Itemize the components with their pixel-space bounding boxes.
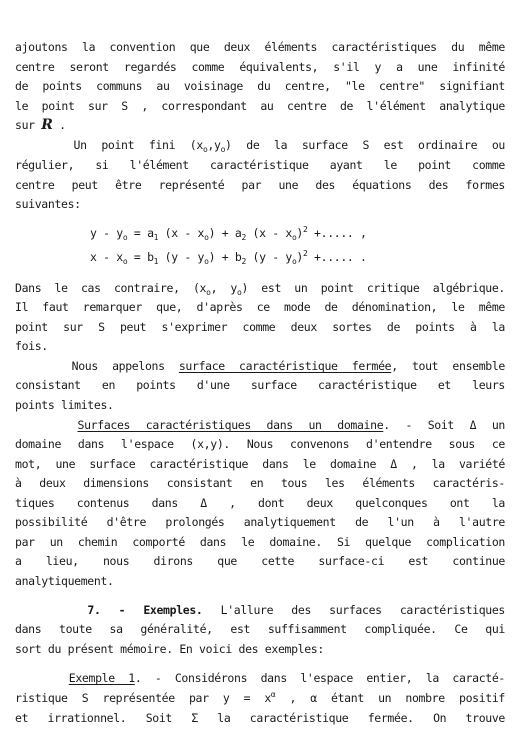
section-heading: 7. - Exemples. (15, 603, 203, 617)
eq-part: ) + a (208, 226, 242, 240)
subscript: o (291, 233, 297, 242)
text-line: centre peut être représenté par une des équations des formes (15, 178, 505, 192)
text-fragment: . (52, 118, 66, 132)
underlined-example-label: Exemple 1 (68, 671, 135, 685)
subscript: 2 (241, 233, 246, 242)
eq-part: +..... . (307, 250, 367, 264)
text-line: régulier, si l'élément caractéristique ayant le point comme (15, 158, 505, 172)
equation-line (90, 226, 367, 240)
text-fragment: ) de la surface S est ordinaire ou (225, 138, 505, 152)
subscript: 1 (153, 257, 159, 266)
subscript: o (204, 233, 209, 242)
script-r-symbol: R (41, 117, 53, 133)
eq-part: ) + b (208, 250, 242, 264)
subscript: o (204, 257, 209, 266)
underlined-heading: Surfaces caractéristiques dans un domaine (77, 418, 384, 432)
text-line: suivantes: (15, 197, 81, 211)
text-line (15, 418, 505, 432)
eq-part: (x - x (245, 226, 292, 240)
text-line: points limites. (15, 398, 114, 412)
subscript: o (220, 145, 226, 154)
text-fragment: L'allure des surfaces caractéristiques (202, 603, 506, 617)
section-heading-line (15, 603, 505, 617)
text-line: de points communs au voisinage du centre, "le centre" signifiant (15, 79, 505, 93)
text-line: domaine dans l'espace (x,y). Nous convenons d'entendre sous ce (15, 437, 505, 451)
eq-part: x - x (90, 250, 123, 264)
subscript: o (237, 288, 242, 297)
text-line: mot, une surface caractéristique dans le domaine Δ , la variété (15, 457, 505, 471)
eq-part: = b (127, 250, 154, 264)
subscript: 2 (241, 257, 246, 266)
text-line: à deux dimensions consistant en tous les éléments caractéris- (15, 476, 505, 490)
text-fragment: Nous appelons (15, 359, 179, 373)
text-fragment: ,y (207, 138, 221, 152)
superscript: α (270, 690, 276, 699)
eq-part: ) (296, 226, 303, 240)
subscript: o (122, 257, 128, 266)
text-fragment (15, 671, 69, 685)
text-line: tiques contenus dans Δ , dont deux quelconques ont la (15, 496, 505, 510)
text-line (15, 691, 505, 705)
text-line: analytiquement. (15, 574, 114, 588)
text-line: ajoutons la convention que deux éléments caractéristiques du même (15, 40, 505, 54)
text-line (15, 359, 505, 373)
text-line: fois. (15, 339, 48, 353)
text-fragment: ) est un point critique algébrique. (241, 281, 505, 295)
text-fragment: , y (210, 281, 237, 295)
equation-line (90, 250, 367, 264)
superscript: 2 (303, 225, 308, 234)
text-line (15, 281, 505, 295)
text-line (15, 138, 505, 152)
subscript: o (206, 288, 211, 297)
text-line: consistant en points d'une surface caractéristique et leurs (15, 378, 505, 392)
text-line: et irrationnel. Soit Σ la caractéristique fermée. On trouve (15, 711, 505, 725)
text-line: Il faut remarquer que, d'après ce mode de dénomination, le même (15, 300, 505, 314)
text-line: centre seront regardés comme équivalents, s'il y a une infinité (15, 60, 505, 74)
text-fragment: Un point fini (x (15, 138, 203, 152)
eq-part: = a (127, 226, 154, 240)
text-fragment: . - Considérons dans l'espace entier, la caracté- (134, 671, 505, 685)
text-line: dans toute sa généralité, est suffisamment compliquée. Ce qui (15, 622, 505, 636)
text-line (15, 671, 505, 685)
text-fragment: Dans le cas contraire, (x (15, 281, 207, 295)
text-line: a lieu, nous dirons que cette surface-ci est continue (15, 554, 505, 568)
eq-part: (y - y (245, 250, 292, 264)
text-line: possibilité d'être prolongés analytiquement de l'un à l'autre (15, 515, 505, 529)
text-fragment: , tout ensemble (391, 359, 506, 373)
text-fragment: ristique S représentée par y = x (15, 691, 271, 705)
text-line: sort du présent mémoire. En voici des exemples: (15, 642, 324, 656)
text-fragment (15, 418, 78, 432)
eq-part: (y - y (158, 250, 205, 264)
eq-part: (x - x (158, 226, 205, 240)
underlined-term: surface caractéristique fermée (178, 359, 392, 373)
text-line: par un chemin comporté dans le domaine. Si quelque complication (15, 535, 505, 549)
superscript: 2 (303, 249, 308, 258)
subscript: 1 (153, 233, 159, 242)
eq-part: +..... , (307, 226, 367, 240)
text-fragment: sur (15, 118, 42, 132)
text-line (15, 118, 505, 132)
text-line: point sur S peut s'exprimer comme deux sortes de points à la (15, 320, 505, 334)
text-fragment: . - Soit Δ un (383, 418, 505, 432)
subscript: o (122, 233, 128, 242)
eq-part: ) (296, 250, 303, 264)
text-fragment: , α étant un nombre positif (275, 691, 506, 705)
text-line: le point sur S , correspondant au centre de l'élément analytique (15, 99, 505, 113)
subscript: o (202, 145, 208, 154)
eq-part: y - y (90, 226, 123, 240)
subscript: o (291, 257, 297, 266)
